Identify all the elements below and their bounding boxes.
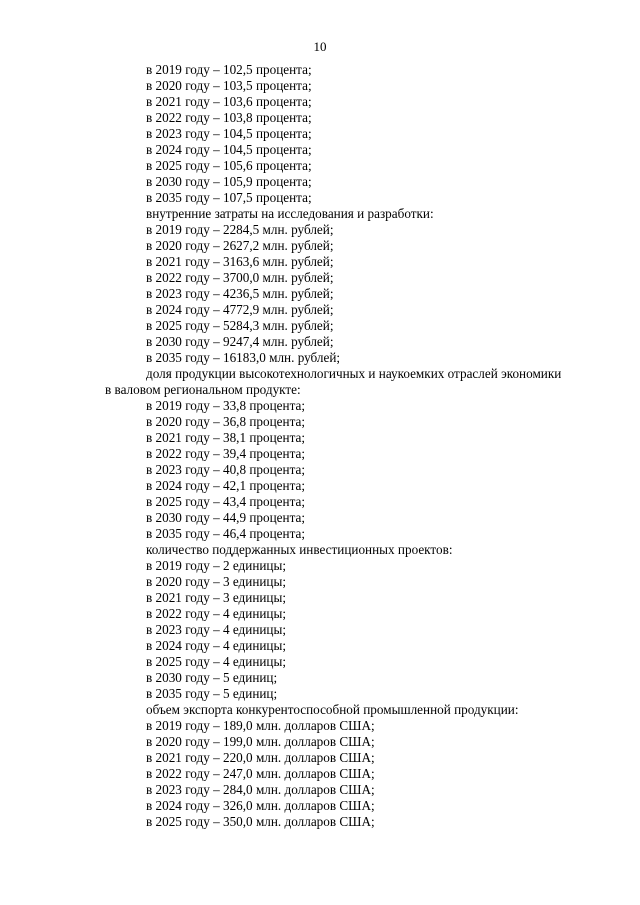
page-number: 10 [313,39,327,54]
text-line: доля продукции высокотехнологичных и наукоемких отраслей экономики [146,366,562,381]
text-line: в 2030 году – 5 единиц; [146,670,278,685]
text-line: в 2025 году – 105,6 процента; [146,158,312,173]
text-line: в 2035 году – 107,5 процента; [146,190,312,205]
text-line: в 2030 году – 44,9 процента; [146,510,306,525]
text-line: в 2025 году – 4 единицы; [146,654,287,669]
text-line: в 2019 году – 189,0 млн. долларов США; [146,718,375,733]
text-line: в 2023 году – 4236,5 млн. рублей; [146,286,334,301]
text-line: в 2023 году – 104,5 процента; [146,126,312,141]
document-body [105,62,605,830]
text-line: в 2021 году – 3163,6 млн. рублей; [146,254,334,269]
text-line: в 2020 году – 199,0 млн. долларов США; [146,734,375,749]
text-line: в 2035 году – 16183,0 млн. рублей; [146,350,341,365]
text-line: в 2021 году – 3 единицы; [146,590,287,605]
text-line: в 2023 году – 284,0 млн. долларов США; [146,782,375,797]
text-line: в 2019 году – 33,8 процента; [146,398,306,413]
text-line: в 2025 году – 43,4 процента; [146,494,306,509]
text-line: в 2019 году – 2 единицы; [146,558,287,573]
text-line: в 2022 году – 247,0 млн. долларов США; [146,766,375,781]
text-line: в 2024 году – 42,1 процента; [146,478,306,493]
text-line: количество поддержанных инвестиционных проектов: [146,542,453,557]
text-line: в 2020 году – 2627,2 млн. рублей; [146,238,334,253]
text-line: в 2022 году – 3700,0 млн. рублей; [146,270,334,285]
text-line: в 2019 году – 2284,5 млн. рублей; [146,222,334,237]
text-line: в 2022 году – 4 единицы; [146,606,287,621]
text-line: в 2023 году – 4 единицы; [146,622,287,637]
text-line: внутренние затраты на исследования и разработки: [146,206,434,221]
text-line: в 2024 году – 104,5 процента; [146,142,312,157]
text-line: в 2035 году – 46,4 процента; [146,526,306,541]
text-line: в валовом региональном продукте: [105,382,301,397]
text-line: в 2021 году – 38,1 процента; [146,430,306,445]
text-line: в 2020 году – 36,8 процента; [146,414,306,429]
text-line: в 2025 году – 350,0 млн. долларов США; [146,814,375,829]
text-line: в 2023 году – 40,8 процента; [146,462,306,477]
text-line: в 2024 году – 4 единицы; [146,638,287,653]
text-line: в 2024 году – 326,0 млн. долларов США; [146,798,375,813]
text-line: в 2022 году – 103,8 процента; [146,110,312,125]
text-line: в 2019 году – 102,5 процента; [146,62,312,77]
text-line: объем экспорта конкурентоспособной промышленной продукции: [146,702,519,717]
text-line: в 2020 году – 103,5 процента; [146,78,312,93]
text-line: в 2022 году – 39,4 процента; [146,446,306,461]
text-line: в 2024 году – 4772,9 млн. рублей; [146,302,334,317]
text-line: в 2035 году – 5 единиц; [146,686,278,701]
text-line: в 2030 году – 9247,4 млн. рублей; [146,334,334,349]
text-line: в 2030 году – 105,9 процента; [146,174,312,189]
text-line: в 2025 году – 5284,3 млн. рублей; [146,318,334,333]
text-line: в 2021 году – 220,0 млн. долларов США; [146,750,375,765]
text-line: в 2020 году – 3 единицы; [146,574,287,589]
text-line: в 2021 году – 103,6 процента; [146,94,312,109]
